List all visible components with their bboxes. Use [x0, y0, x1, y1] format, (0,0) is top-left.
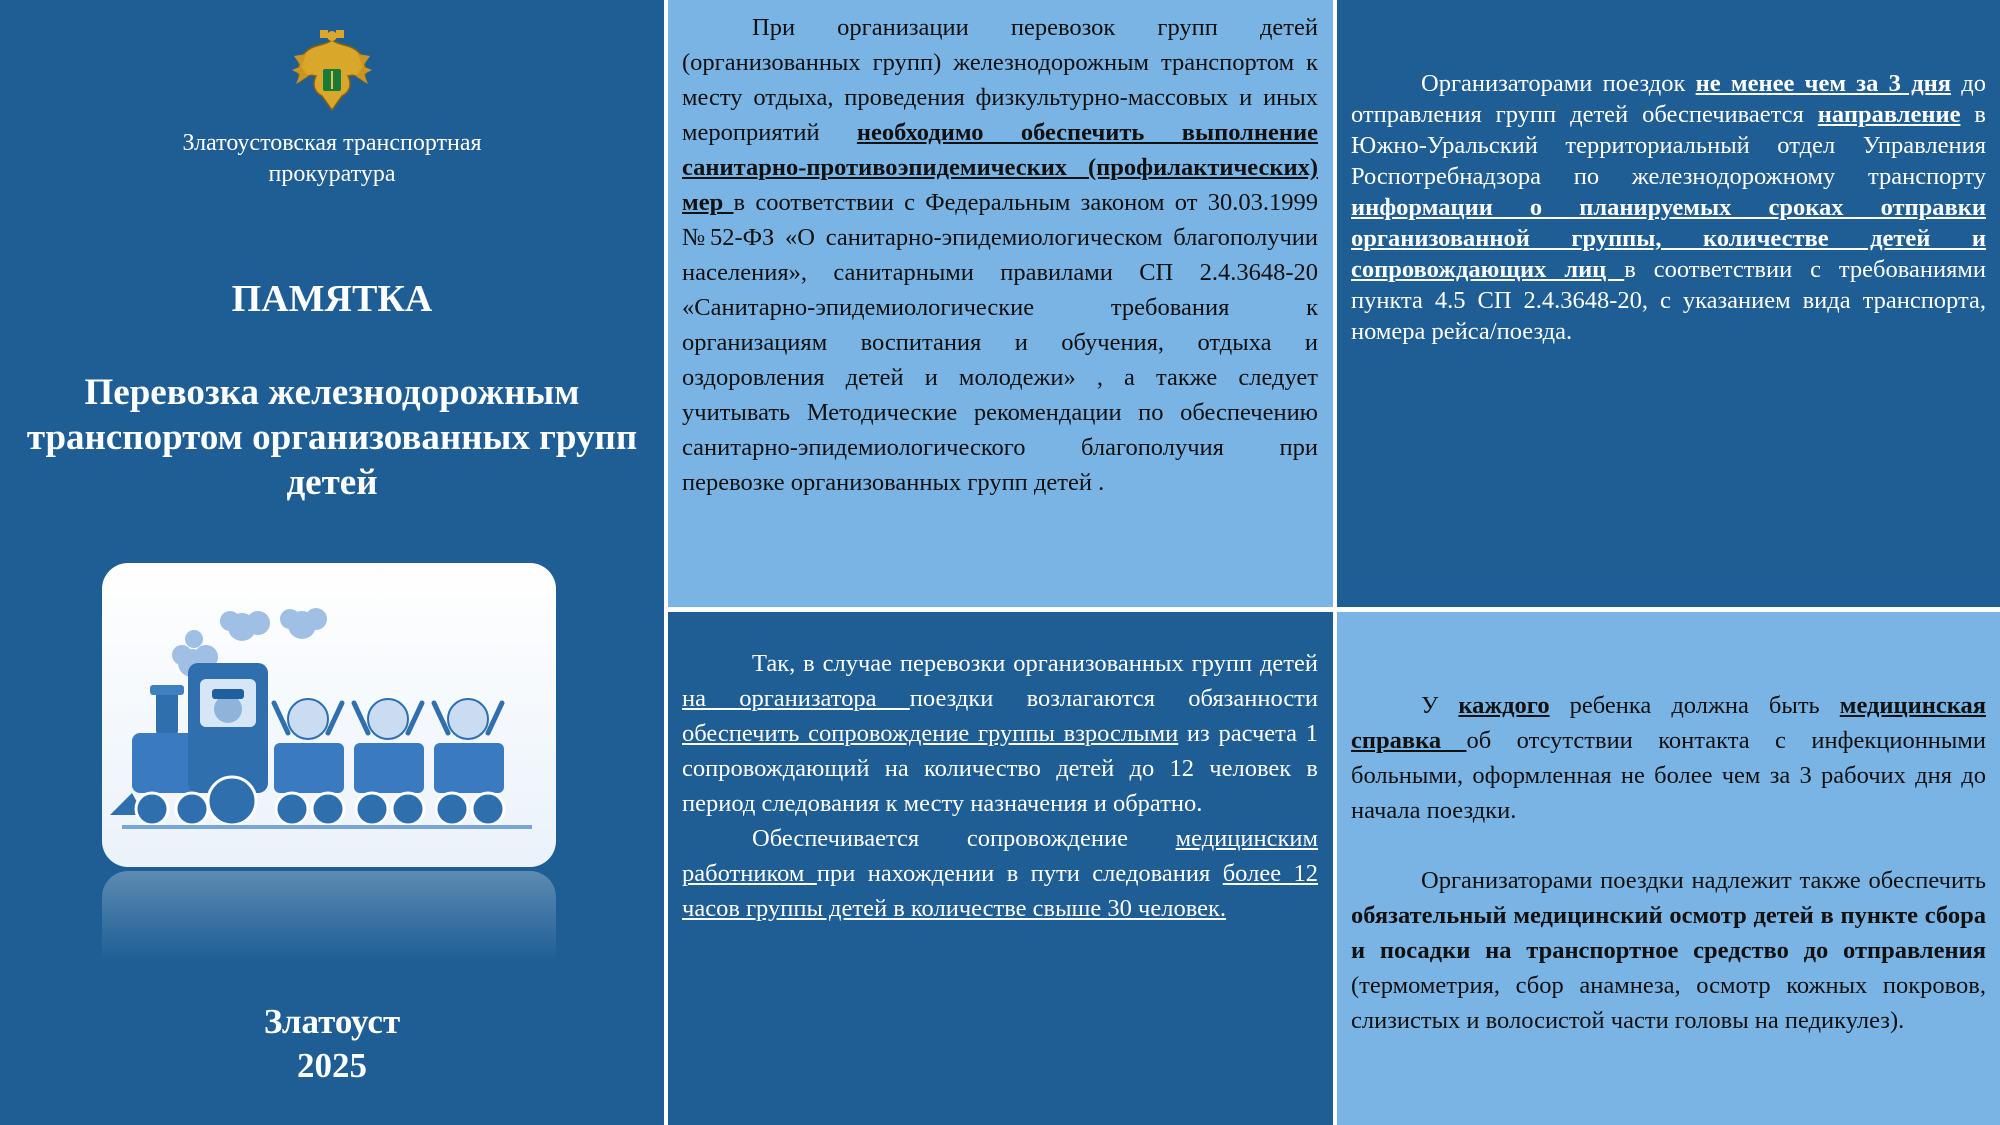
notification-part-1: Организаторами поездок	[1421, 70, 1696, 97]
escort-panel	[668, 612, 1333, 1125]
children-train-illustration-icon	[102, 563, 556, 867]
medical-each: каждого	[1458, 692, 1550, 719]
escort-text	[682, 646, 1318, 926]
notification-part-3: в Южно-Уральский территориальный отдел Управления Роспотребнадзора по железнодорожному транспорту	[1351, 101, 1986, 190]
title-line-2: транспортом организованных групп	[26, 417, 638, 458]
place-and-year	[20, 1000, 644, 1088]
medical-p2-part-2: (термометрия, сбор анамнеза, осмотр кожных покровов, слизистых и волосистой части головы на педикулез).	[1351, 972, 1986, 1034]
medical-paragraph-2	[1351, 863, 1986, 1038]
medical-paragraph-1	[1351, 688, 1986, 828]
medical-p1-part-1: У	[1421, 692, 1459, 719]
medical-p2-part-1: Организаторами поездки надлежит также обеспечить	[1421, 867, 1986, 894]
legal-basis-references: в соответствии с Федеральным законом от 30.03.1999 №52-ФЗ «О санитарно-эпидемиологическом благополучии населения», санитарными правилами СП 2.4.3648-20 «Санитарно-эпидемиологические требования к организациям воспитания и обучения, отдыха и оздоровления детей и молодежи» , а также следует учитывать Методические рекомендации по обеспечению санитарно-эпидемиологического благополучия при перевозке организованных групп детей .	[682, 189, 1318, 496]
notification-information: информации о планируемых сроках отправки организованной группы, количестве детей и сопровождающих лиц	[1351, 194, 1986, 283]
year: 2025	[297, 1046, 367, 1085]
paragraph-gap	[1351, 828, 1986, 863]
medical-p1-part-2: ребенка должна быть	[1549, 692, 1840, 719]
escort-organizer: на организатора	[682, 685, 910, 712]
notification-panel	[1337, 0, 2000, 607]
escort-medical-worker: медицинским работником	[682, 825, 1318, 887]
notification-paragraph	[1351, 68, 1986, 347]
organization-line-2: прокуратура	[268, 161, 396, 187]
notification-deadline: не менее чем за 3 дня	[1695, 70, 1951, 97]
illustration-card	[102, 563, 556, 867]
legal-basis-requirement: необходимо обеспечить выполнение санитарно-противоэпидемических (профилактических) мер	[682, 119, 1318, 216]
organization-name	[80, 128, 584, 190]
organization-line-1: Златоустовская транспортная	[182, 130, 482, 156]
medical-panel	[1337, 612, 2000, 1125]
legal-basis-intro: При организации перевозок групп детей (организованных групп) железнодорожным транспортом к месту отдыха, проведения физкультурно-массовых и иных мероприятий	[682, 14, 1318, 146]
notification-part-2: до отправления групп детей обеспечивается	[1351, 70, 1986, 128]
medical-text	[1351, 688, 1986, 1038]
notification-text	[1351, 68, 1986, 347]
notification-part-4: в соответствии с требованиями пункта 4.5 СП 2.4.3648-20, с указанием вида транспорта, номера рейса/поезда.	[1351, 256, 1987, 345]
illustration-reflection	[102, 871, 556, 961]
escort-p2-part-2: при нахождении в пути следования	[816, 860, 1223, 887]
legal-basis-paragraph	[682, 10, 1318, 500]
escort-p1-part-2: поездки возлагаются обязанности	[909, 685, 1319, 712]
memo-title	[20, 370, 644, 505]
legal-basis-panel	[668, 0, 1333, 607]
city-name: Златоуст	[263, 1002, 401, 1041]
cover-panel	[0, 0, 664, 1125]
memo-heading: ПАМЯТКА	[231, 278, 433, 320]
escort-p2-part-1: Обеспечивается сопровождение	[752, 825, 1176, 852]
title-line-1: Перевозка железнодорожным	[84, 372, 580, 413]
title-line-3: детей	[286, 462, 378, 503]
medical-examination: обязательный медицинский осмотр детей в пункте сбора и посадки на транспортное средство до отправления	[1351, 902, 1986, 964]
medical-p1-part-3: об отсутствии контакта с инфекционными больными, оформленная не более чем за 3 рабочих дня до начала поездки.	[1351, 727, 1986, 824]
escort-adults-duty: обеспечить сопровождение группы взрослыми	[682, 720, 1179, 747]
escort-paragraph-1	[682, 646, 1318, 821]
escort-paragraph-2	[682, 821, 1318, 926]
escort-p1-part-1: Так, в случае перевозки организованных групп детей	[752, 650, 1318, 677]
escort-condition: более 12 часов группы детей в количестве свыше 30 человек.	[682, 860, 1318, 922]
medical-certificate: медицинская справка	[1351, 692, 1986, 754]
prosecutor-eagle-emblem-icon	[286, 26, 378, 118]
escort-p1-part-3: из расчета 1 сопровождающий на количество детей до 12 человек в период следования к месту назначения и обратно.	[682, 720, 1318, 817]
notification-direction: направление	[1817, 101, 1961, 128]
legal-basis-text	[682, 10, 1318, 500]
